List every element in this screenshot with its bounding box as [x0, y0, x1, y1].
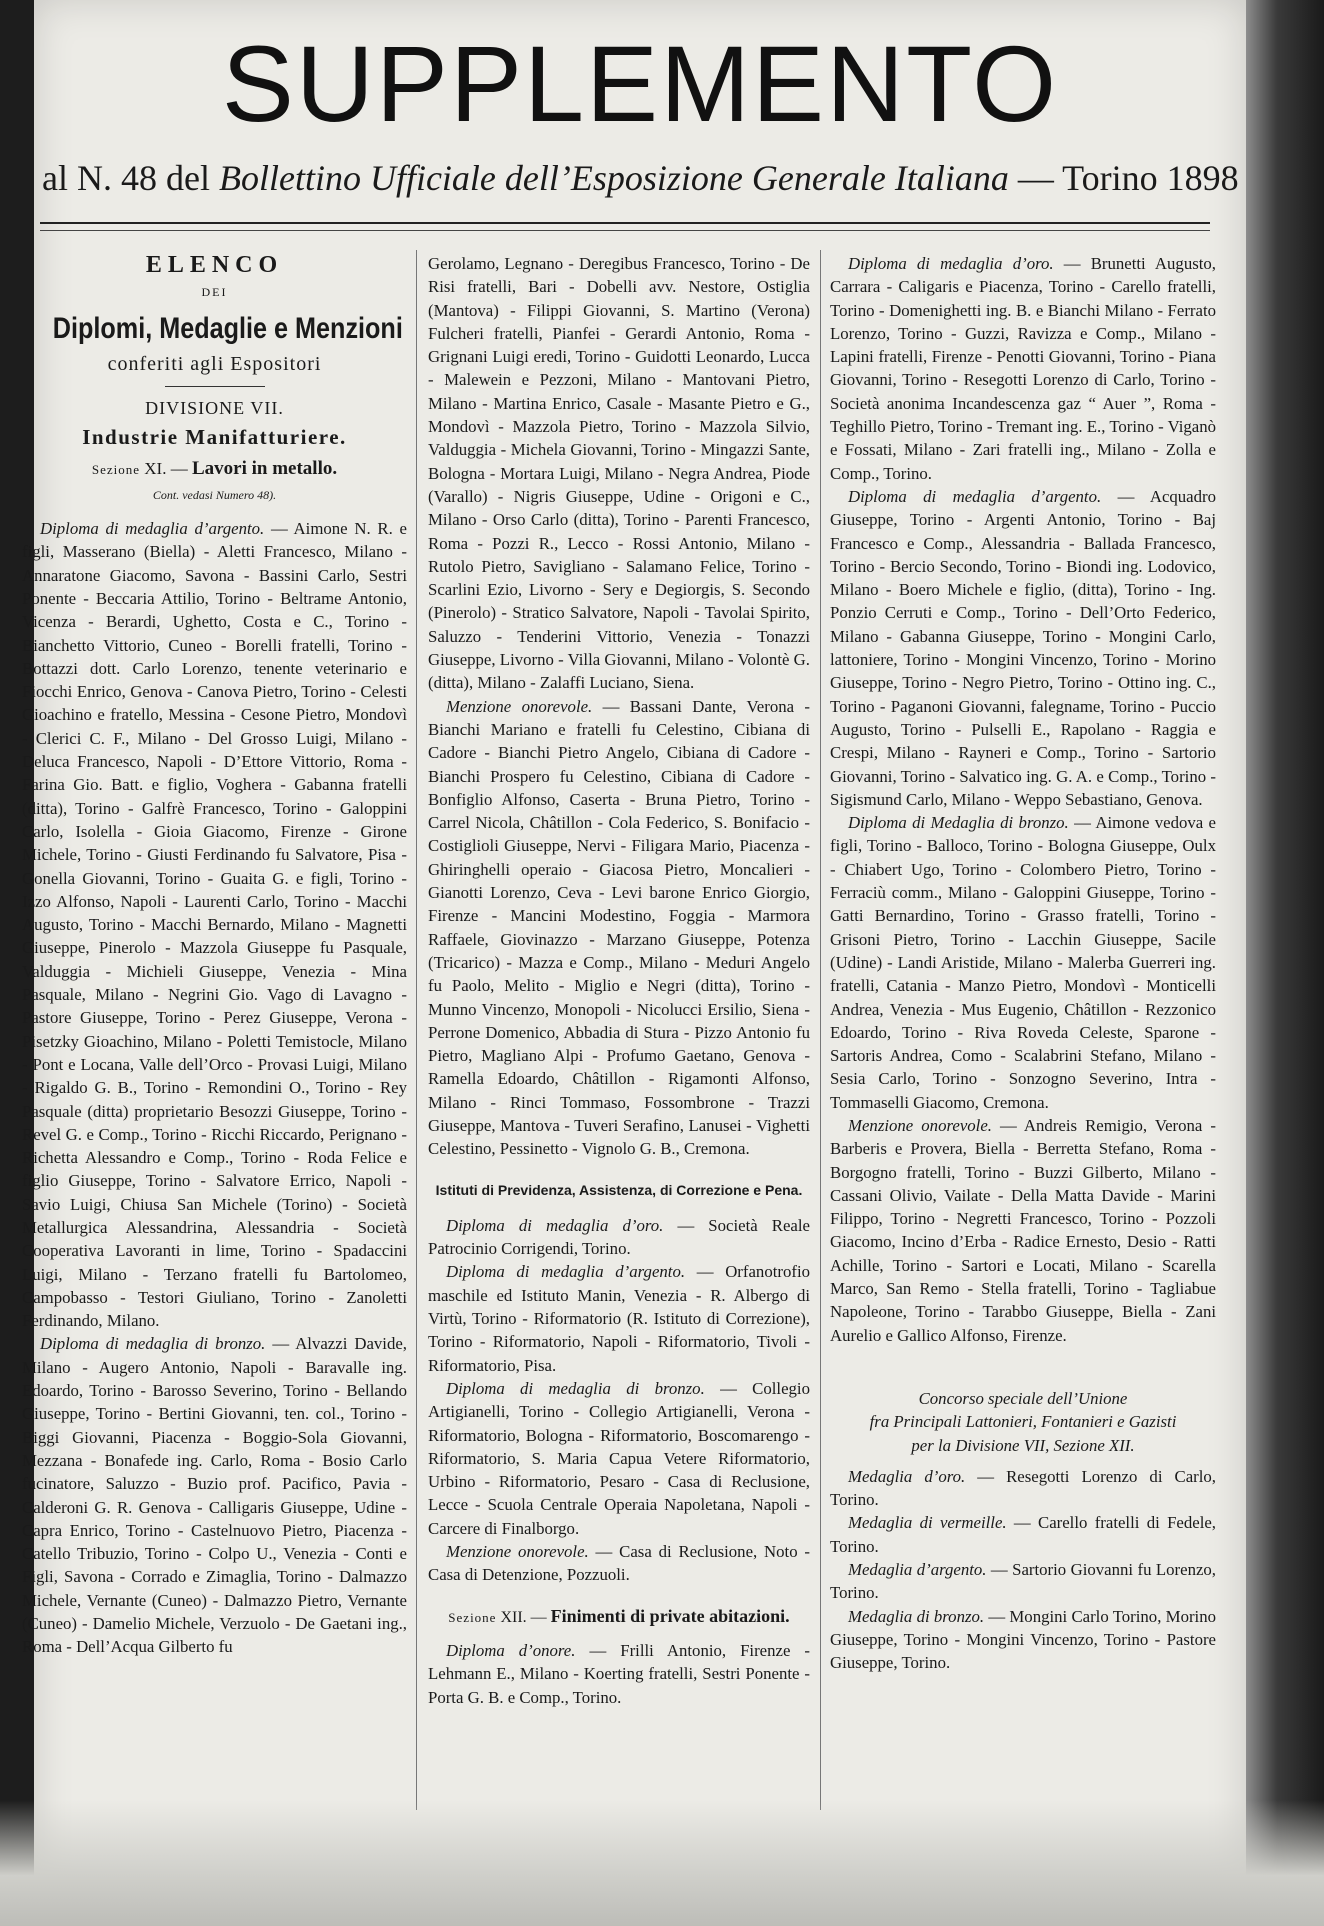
award-text: — Aimone N. R. e figli, Masserano (Biella) - Aletti Francesco, Milano - Annaratone Giacomo, Savona - Bassini Carlo, Sestri Ponente - Beccaria Attilio, Torino - Beltrame Antonio, Vicenza - Berardi, Ughetto, Costa e C., Torino - Bianchetto Vittorio, Cuneo - Borelli fratelli, Torino - Bottazzi dott. Carlo Lorenzo, tenente veterinario e Fiocchi Enrico, Genova - Canova Pietro, Torino - Celesti Gioachino e fratello, Messina - Cesone Pietro, Mondovì - Clerici C. F., Milano - Del Grosso Luigi, Milano - Deluca Francesco, Napoli - D’Ettore Vittorio, Roma - Farina Gio. Batt. e figlio, Voghera - Gabanna fratelli (ditta), Torino - Galfrè Francesco, Torino - Galoppini Carlo, Isolella - Gioia Giacomo, Firenze - Girone Michele, Torino - Giusti Ferdinando fu Salvatore, Pisa - Gonella Giovanni, Torino - Guaita G. e figli, Torino - Izzo Alfonso, Napoli - Laurenti Carlo, Torino - Macchi Augusto, Torino - Macchi Bernardo, Milano - Magnetti Giuseppe, Pinerolo - Mazzola Giuseppe fu Pasquale, Valduggia - Michieli Giuseppe, Venezia - Mina Pasquale, Milano - Negrini Gio. Vago di Lavagno - Pastore Giuseppe, Torino - Perez Giuseppe, Verona - Pisetzky Gioachino, Milano - Poletti Temistocle, Milano - Pont e Locana, Valle dell’Orco - Provasi Luigi, Milano - Rigaldo G. B., Torino - Remondini O., Torino - Rey Pasquale (ditta) proprietario Besozzi Giuseppe, Torino - Revel G. e Comp., Torino - Ricchi Riccardo, Perignano - Richetta Alessandro e Comp., Torino - Roda Felice e figlio Giuseppe, Torino - Salvatore Errico, Napoli - Savio Luigi, Chiusa San Michele (Torino) - Società Metallurgica Alessandrina, Alessandria - Società Cooperativa Lavoranti in lime, Torino - Spadaccini Luigi, Milano - Terzano fratelli fu Bartolomeo, Campobasso - Testori Giuliano, Torino - Zanoletti Ferdinando, Milano.: [22, 519, 407, 1331]
award-paragraph: [830, 1465, 1216, 1512]
column-divider: [820, 250, 821, 1810]
concorso-line: Concorso speciale dell’Unione: [918, 1388, 1128, 1408]
masthead-sub-prefix: al N. 48 del: [42, 158, 210, 198]
award-paragraph: [22, 1332, 407, 1658]
award-label: Medaglia di bronzo.: [848, 1606, 985, 1626]
masthead-sub-italic: Bollettino Ufficiale dell’Esposizione Generale Italiana: [218, 158, 1009, 198]
award-paragraph: [830, 1114, 1216, 1347]
award-text: — Acquadro Giuseppe, Torino - Argenti Antonio, Torino - Baj Francesco e Comp., Alessandria - Ballada Francesco, Torino - Bercio Secondo, Torino - Biondi ing. Lodovico, Milano - Boero Michele e figlio, (ditta), Torino - Ing. Ponzio Cerruti e Comp., Torino - Dell’Orto Federico, Milano - Gabanna Giuseppe, Torino - Mongini Carlo, lattoniere, Torino - Mongini Vincenzo, Torino - Morino Giuseppe, Torino - Negro Pietro, Torino - Ottino ing. C., Torino - Paganoni Giovanni, falegname, Torino - Puccio Augusto, Torino - Pulselli E., Rapolano - Raggia e Crespi, Milano - Rayneri e Comp., Torino - Sartorio Giovanni, Torino - Salvatico ing. G. A. e Comp., Torino - Sigismund Carlo, Milano - Weppo Sebastiano, Genova.: [830, 486, 1216, 809]
sezione-title: Finimenti di private abitazioni.: [550, 1605, 790, 1626]
divisione-heading: DIVISIONE VII.: [145, 397, 284, 418]
award-text: — Società Reale Patrocinio Corrigendi, Torino.: [428, 1215, 810, 1259]
dei-heading: DEI: [201, 285, 228, 300]
award-text: — Carello fratelli di Fedele, Torino.: [830, 1513, 1216, 1556]
award-text: — Bassani Dante, Verona - Bianchi Mariano e fratelli fu Celestino, Cibiana di Cadore - Bianchi Pietro Angelo, Cibiana di Cadore - Bianchi Prospero fu Celestino, Cibiana di Cadore - Bonfiglio Alfonso, Caserta - Bruna Pietro, Torino - Carrel Nicola, Châtillon - Cola Federico, S. Bonifacio - Costiglioli Giuseppe, Nervi - Filigara Mario, Piacenza - Ghiringhelli operaio - Giacosa Pietro, Moncalieri - Gianotti Lorenzo, Ceva - Levi barone Enrico Giorgio, Firenze - Mancini Modestino, Foggia - Marmora Raffaele, Giovinazzo - Marzano Giuseppe, Potenza (Tricarico) - Mazza e Comp., Milano - Meduri Angelo fu Paolo, Melito - Miglio e Negri (ditta), Torino - Munno Vincenzo, Monopoli - Nicolucci Ersilio, Siena - Perrone Domenico, Abbadia di Stura - Pizzo Antonio fu Pietro, Magliano Alpi - Profumo Gaetano, Genova - Ramella Edoardo, Châtillon - Rigamonti Alfonso, Milano - Rinci Tommaso, Fossombrone - Trazzi Giuseppe, Mantova - Tuveri Serafino, Lanusei - Vighetti Celestino, Pessinetto - Vignolo G. B., Cremona.: [428, 696, 810, 1159]
award-paragraph: [830, 252, 1216, 485]
award-label: Medaglia di vermeille.: [848, 1513, 1007, 1533]
column-2: [428, 252, 810, 1709]
award-label: Menzione onorevole.: [446, 1542, 589, 1562]
award-label: Diploma d’onore.: [446, 1640, 576, 1660]
award-label: Medaglia d’argento.: [848, 1560, 987, 1580]
award-paragraph: [22, 517, 407, 1332]
concorso-line: fra Principali Lattonieri, Fontanieri e Gazisti: [869, 1412, 1177, 1432]
award-label: Menzione onorevole.: [446, 696, 593, 716]
masthead: [34, 23, 1246, 198]
award-text: — Resegotti Lorenzo di Carlo, Torino.: [830, 1466, 1216, 1510]
elenco-heading: ELENCO: [145, 252, 284, 278]
sezione-xii-heading: [428, 1605, 810, 1629]
award-text: Gerolamo, Legnano - Deregibus Francesco, Torino - De Risi fratelli, Bari - Dobelli avv. Nestore, Ostiglia (Mantova) - Filippi Giovanni, S. Martino (Verona) Fulcheri fratelli, Pianfei - Gerardi Antonio, Roma - Grignani Luigi eredi, Torino - Guidotti Leonardo, Lucca - Malewein e Pezzoni, Milano - Mantovani Pietro, Milano - Martina Enrico, Casale - Masante Pietro e G., Mondovì - Mazzola Pietro, Torino - Mazzola Silvio, Valduggia - Michela Giovanni, Torino - Mingazzi Sante, Bologna - Mortara Luigi, Milano - Negra Andrea, Piode (Varallo) - Nigris Giuseppe, Udine - Origoni e C., Milano - Orso Carlo (ditta), Torino - Parenti Francesco, Roma - Pozzi R., Lecco - Rossi Antonio, Milano - Rutolo Pietro, Savigliano - Salamano Felice, Torino - Scarlini Ezio, Livorno - Sery e Degiorgis, S. Secondo (Pinerolo) - Stratico Salvatore, Napoli - Tavolai Spirito, Saluzzo - Tenderini Vittorio, Venezia - Tonazzi Giuseppe, Livorno - Villa Giovanni, Milano - Volontè G. (ditta), Milano - Zalaffi Luciano, Siena.: [428, 254, 810, 693]
page-bottom-edge: [0, 1800, 1324, 1926]
award-label: Diploma di medaglia d’oro.: [848, 254, 1054, 273]
award-label: Diploma di Medaglia di bronzo.: [848, 813, 1069, 833]
award-text: — Casa di Reclusione, Noto - Casa di Detenzione, Pozzuoli.: [428, 1542, 810, 1585]
sezione-heading: [22, 457, 407, 481]
award-label: Diploma di medaglia di bronzo.: [40, 1334, 266, 1354]
sezione-number: XII. —: [500, 1608, 547, 1626]
award-paragraph: [428, 1260, 810, 1376]
award-paragraph: [428, 695, 810, 1161]
award-text: — Frilli Antonio, Firenze - Lehmann E., Milano - Koerting fratelli, Sestri Ponente - Porta G. B. e Comp., Torino.: [428, 1640, 811, 1707]
award-text: — Collegio Artigianelli, Torino - Collegio Artigianelli, Verona - Riformatorio, Bologna - Riformatorio, Boscomarengo - Riformatorio, S. Maria Capua Vetere Riformatorio, Urbino - Riformatorio, Pesaro - Casa di Reclusione, Lecce - Scuola Centrale Operaia Napoletana, Napoli - Carcere di Finalborgo.: [428, 1378, 810, 1538]
award-label: Diploma di medaglia d’oro.: [446, 1215, 664, 1235]
column-1: [22, 252, 407, 1659]
concorso-heading: [830, 1387, 1216, 1457]
award-text: — Orfanotrofio maschile ed Istituto Manin, Venezia - R. Albergo di Virtù, Torino - Riformatorio (R. Istituto di Correzione), Torino - Riformatorio, Napoli - Riformatorio, Tivoli - Riformatorio, Pisa.: [428, 1262, 810, 1375]
award-paragraph: [428, 1214, 810, 1261]
concorso-line: per la Divisione VII, Sezione XII.: [911, 1435, 1135, 1455]
award-label: Diploma di medaglia d’argento.: [848, 486, 1102, 506]
masthead-title: SUPPLEMENTO: [221, 23, 1059, 144]
masthead-sub-suffix: — Torino 1898: [1017, 158, 1239, 198]
award-label: Diploma di medaglia d’argento.: [446, 1262, 686, 1282]
column-3: [830, 252, 1216, 1675]
award-paragraph: [830, 1511, 1216, 1558]
award-paragraph: [428, 1377, 810, 1540]
award-label: Menzione onorevole.: [848, 1115, 992, 1135]
sezione-title: Lavori in metallo.: [191, 458, 338, 480]
continuation-note: Cont. vedasi Numero 48).: [152, 487, 277, 502]
masthead-subtitle: [34, 160, 1246, 196]
header-rule: [40, 222, 1210, 224]
award-paragraph: [830, 485, 1216, 811]
award-paragraph: [428, 252, 810, 695]
diplomi-heading: Diplomi, Medaglie e Menzioni: [52, 311, 403, 345]
sezione-label: Sezione: [448, 1609, 497, 1625]
award-text: — Mongini Carlo Torino, Morino Giuseppe, Torino - Mongini Vincenzo, Torino - Pastore Giuseppe, Torino.: [830, 1606, 1216, 1673]
header-rule-thin: [40, 230, 1210, 231]
section-rule: [165, 386, 265, 387]
award-paragraph: [830, 811, 1216, 1114]
award-label: Diploma di medaglia d’argento.: [40, 519, 265, 539]
award-paragraph: [428, 1639, 810, 1709]
column-divider: [416, 250, 417, 1810]
award-text: — Aimone vedova e figli, Torino - Balloco, Torino - Bologna Giuseppe, Oulx - Chiabert Ugo, Torino - Colombero Pietro, Torino - Ferraciù comm., Milano - Galoppini Giuseppe, Torino - Gatti Bernardino, Torino - Grasso fratelli, Torino - Grisoni Pietro, Torino - Lacchin Giuseppe, Sacile (Udine) - Landi Aristide, Milano - Malerba Guerreri ing. fratelli, Catania - Manzo Pietro, Mondovì - Monticelli Andrea, Venezia - Mus Eugenio, Châtillon - Rezzonico Edoardo, Torino - Riva Roveda Celeste, Sparone - Sartoris Andrea, Como - Scalabrini Stefano, Milano - Sesia Carlo, Torino - Sonzogno Severino, Intra - Tommaselli Giacomo, Cremona.: [830, 813, 1216, 1112]
award-label: Medaglia d’oro.: [848, 1466, 966, 1486]
conferiti-heading: conferiti agli Espositori: [107, 352, 322, 375]
award-paragraph: [830, 1605, 1216, 1675]
istituti-heading: Istituti di Previdenza, Assistenza, di Correzione e Pena.: [435, 1181, 803, 1198]
award-paragraph: [428, 1540, 810, 1587]
scan-right-edge: [1246, 0, 1324, 1926]
award-text: — Alvazzi Davide, Milano - Augero Antonio, Napoli - Baravalle ing. Edoardo, Torino - Barosso Severino, Torino - Bellando Giuseppe, Torino - Bertini Giovanni, ten. col., Torino - Biggi Giovanni, Piacenza - Boggio-Sola Giovanni, Mezzana - Bonafede ing. Carlo, Roma - Bosio Carlo fucinatore, Saluzzo - Buzio prof. Pacifico, Pavia - Calderoni G. R. Genova - Calligaris Giuseppe, Udine - Capra Enrico, Torino - Castelnuovo Pietro, Piacenza - Catello Tribuzio, Torino - Colpo U., Venezia - Conti e Figli, Savona - Corrado e Zimaglia, Torino - Dalmazzo Michele, Vernante (Cuneo) - Dalmazzo Pietro, Vernante (Cuneo) - Damelio Michele, Verzuolo - De Gaetani ing., Roma - Dell’Acqua Gilberto fu: [22, 1334, 407, 1657]
award-paragraph: [830, 1558, 1216, 1605]
sezione-number: XI. —: [144, 459, 188, 479]
industrie-heading: Industrie Manifatturiere.: [82, 425, 347, 450]
sezione-label: Sezione: [91, 462, 141, 478]
award-text: — Brunetti Augusto, Carrara - Caligaris e Piacenza, Torino - Carello fratelli, Torino - Domenighetti ing. B. e Bianchi Milano - Ferrato Lorenzo, Torino - Guzzi, Ravizza e Comp., Milano - Lapini fratelli, Firenze - Penotti Giovanni, Torino - Piana Giovanni, Torino - Resegotti Lorenzo di Carlo, Torino - Società anonima Incandescenza gaz “ Auer ”, Roma - Teghillo Pietro, Torino - Tremant ing. E., Torino - Viganò e Fossati, Milano - Zari fratelli ing., Milano - Zolla e Comp., Torino.: [830, 254, 1216, 483]
award-text: — Andreis Remigio, Verona - Barberis e Provera, Biella - Berretta Stefano, Roma - Borgogno fratelli, Torino - Buzzi Gilberto, Milano - Cassani Olivio, Vailate - Della Matta Davide - Marini Filippo, Torino - Negretti Francesco, Torino - Pozzoli Giacomo, Incino d’Erba - Radice Ernesto, Desio - Ratti Achille, Torino - Sartori e Locati, Milano - Scarella Marco, San Remo - Stella fratelli, Torino - Tagliabue Napoleone, Torino - Tarabbo Giuseppe, Biella - Zani Aurelio e Gallico Alfonso, Firenze.: [830, 1115, 1216, 1345]
award-label: Diploma di medaglia di bronzo.: [446, 1378, 705, 1398]
award-text: — Sartorio Giovanni fu Lorenzo, Torino.: [830, 1560, 1217, 1603]
